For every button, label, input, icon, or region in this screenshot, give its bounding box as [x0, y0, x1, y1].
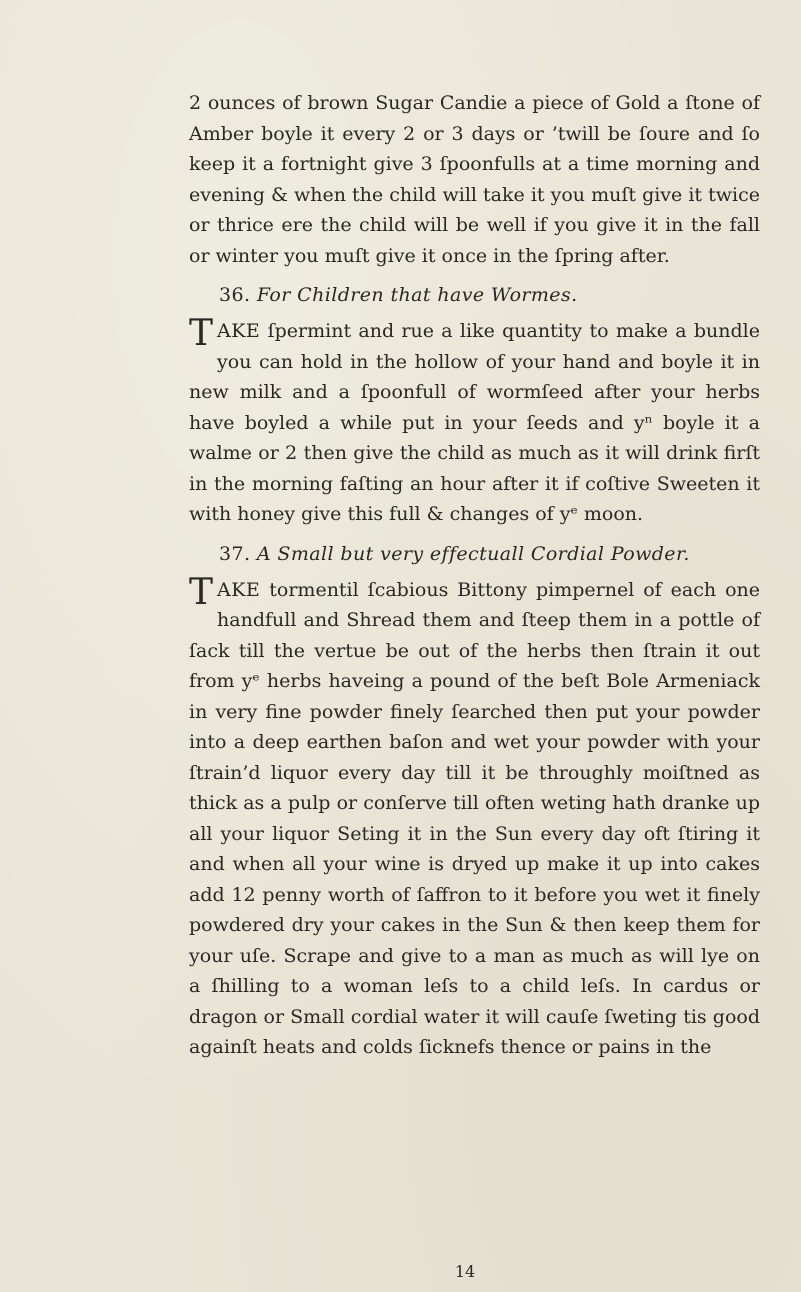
recipe-heading [219, 539, 760, 569]
recipe-text: tormentil ſcabious Bittony pimpernel of each one handfull and Shread them and ſteep them in a pottle of ſack till the vertue be out of the herbs then ſtrain it out from yᵉ herbs haveing a pound of the beſt Bole Armeniack in very fine powder finely ſearched then put your powder into a deep earthen baſon and wet your powder with your ſtrain’d liquor every day till it be throughly moiſtned as thick as a pulp or conſerve till often weting hath dranke up all your liquor Seting it in the Sun every day oft ſtiring it and when all your wine is dryed up make it up into cakes add 12 penny worth of ſaffron to it before you wet it finely powdered dry your cakes in the Sun & then keep them for your uſe. Scrape and give to a man as much as will lye on a ſhilling to a woman leſs to a child leſs. In cardus or dragon or Small cordial water it will cauſe ſweting tis good againſt heats and colds ſicknefs thence or pains in the [189, 578, 760, 1058]
recipe-title: For Children that have Wormes. [256, 284, 578, 306]
recipe-body [189, 313, 760, 530]
page-number: 14 [454, 1262, 476, 1281]
text-block [189, 88, 760, 1063]
recipe-heading [219, 280, 760, 310]
continuation-paragraph: 2 ounces of brown Sugar Candie a piece of Gold a ſtone of Amber boyle it every 2 or 3 days or ’twill be ſoure and ſo keep it a fortnight give 3 ſpoonfulls at a time morning and evening & when the child will take it you muſt give it twice or thrice ere the child will be well if you give it in the fall or winter you muſt give it once in the ſpring after. [189, 92, 760, 267]
drop-cap: T [189, 313, 214, 354]
recipe-number: 37. [219, 542, 251, 565]
recipe-36 [189, 280, 760, 530]
recipe-body [189, 571, 760, 1063]
first-word: AKE [217, 320, 261, 342]
recipe-number: 36. [219, 284, 251, 306]
recipe-37 [189, 539, 760, 1063]
recipe-text: ſpermint and rue a like quantity to make a bundle you can hold in the hollow of your hand and boyle it in new milk and a ſpoonfull of wormſeed after your herbs have boyled a while put in your ſeeds and yⁿ boyle it a walme or 2 then give the child as much as it will drink firſt in the morning faſting an hour after it if coſtive Sweeten it with honey give this full & changes of yᵉ moon. [189, 320, 760, 525]
first-word: AKE [217, 578, 261, 601]
drop-cap: T [189, 571, 214, 613]
recipe-title: A Small but very effectuall Cordial Powder. [256, 542, 690, 565]
